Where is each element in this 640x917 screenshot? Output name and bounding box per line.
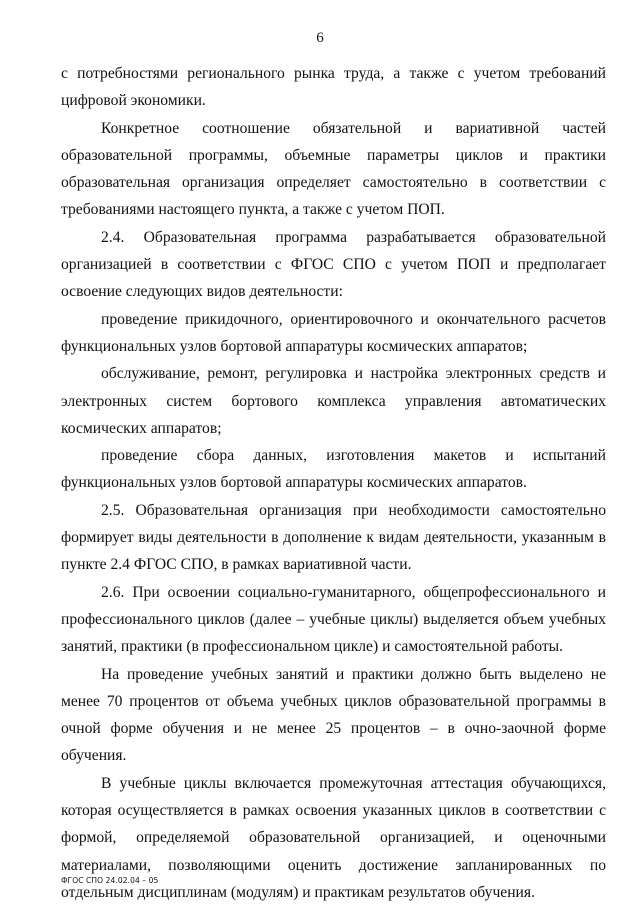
activity-item-1: проведение прикидочного, ориентировочного и окончательного расчетов функциональных узлов бортовой аппаратуры космических аппаратов; <box>61 310 606 355</box>
page-number: 6 <box>316 30 324 46</box>
activity-item-2: обслуживание, ремонт, регулировка и настройка электронных средств и электронных систем бортового комплекса управления автоматических космических аппаратов; <box>61 365 606 437</box>
paragraph-continuation: с потребностями регионального рынка труда, а также с учетом требований цифровой экономики. <box>61 65 606 110</box>
paragraph-2-6: 2.6. При освоении социально-гуманитарного, общепрофессионального и профессионального циклов (далее – учебные циклы) выделяется объем учебных занятий, практики (в профессиональном цикле) и самостоятельной работы. <box>61 583 606 656</box>
paragraph-study-hours: На проведение учебных занятий и практики должно быть выделено не менее 70 процентов от объема учебных циклов образовательной программы в очной форме обучения и не менее 25 процентов – в очно-заочной форме обучения. <box>61 665 606 765</box>
activity-item-3: проведение сбора данных, изготовления макетов и испытаний функциональных узлов бортовой аппаратуры космических аппаратов. <box>61 447 606 492</box>
document-footer-code: ФГОС СПО 24.02.04 – 05 <box>61 876 159 885</box>
paragraph-2-5: 2.5. Образовательная организация при необходимости самостоятельно формирует виды деятельности в дополнение к видам деятельности, указанным в пункте 2.4 ФГОС СПО, в рамках вариативной части. <box>61 501 606 574</box>
paragraph-2-4: 2.4. Образовательная программа разрабатывается образовательной организацией в соответствии с ФГОС СПО с учетом ПОП и предполагает освоение следующих видов деятельности: <box>61 228 606 301</box>
document-body <box>61 60 606 906</box>
paragraph-attestation: В учебные циклы включается промежуточная аттестация обучающихся, которая осуществляется в рамках освоения указанных циклов в соответствии с формой, определяемой образовательной организацией, и оценочными материалами, позволяющими оценить достижение запланированных по отдельным дисциплинам (модулям) и практикам результатов обучения. <box>61 774 606 901</box>
paragraph-ratio: Конкретное соотношение обязательной и вариативной частей образовательной программы, объемные параметры циклов и практики образовательная организация определяет самостоятельно в соответствии с требованиями настоящего пункта, а также с учетом ПОП. <box>61 119 606 219</box>
